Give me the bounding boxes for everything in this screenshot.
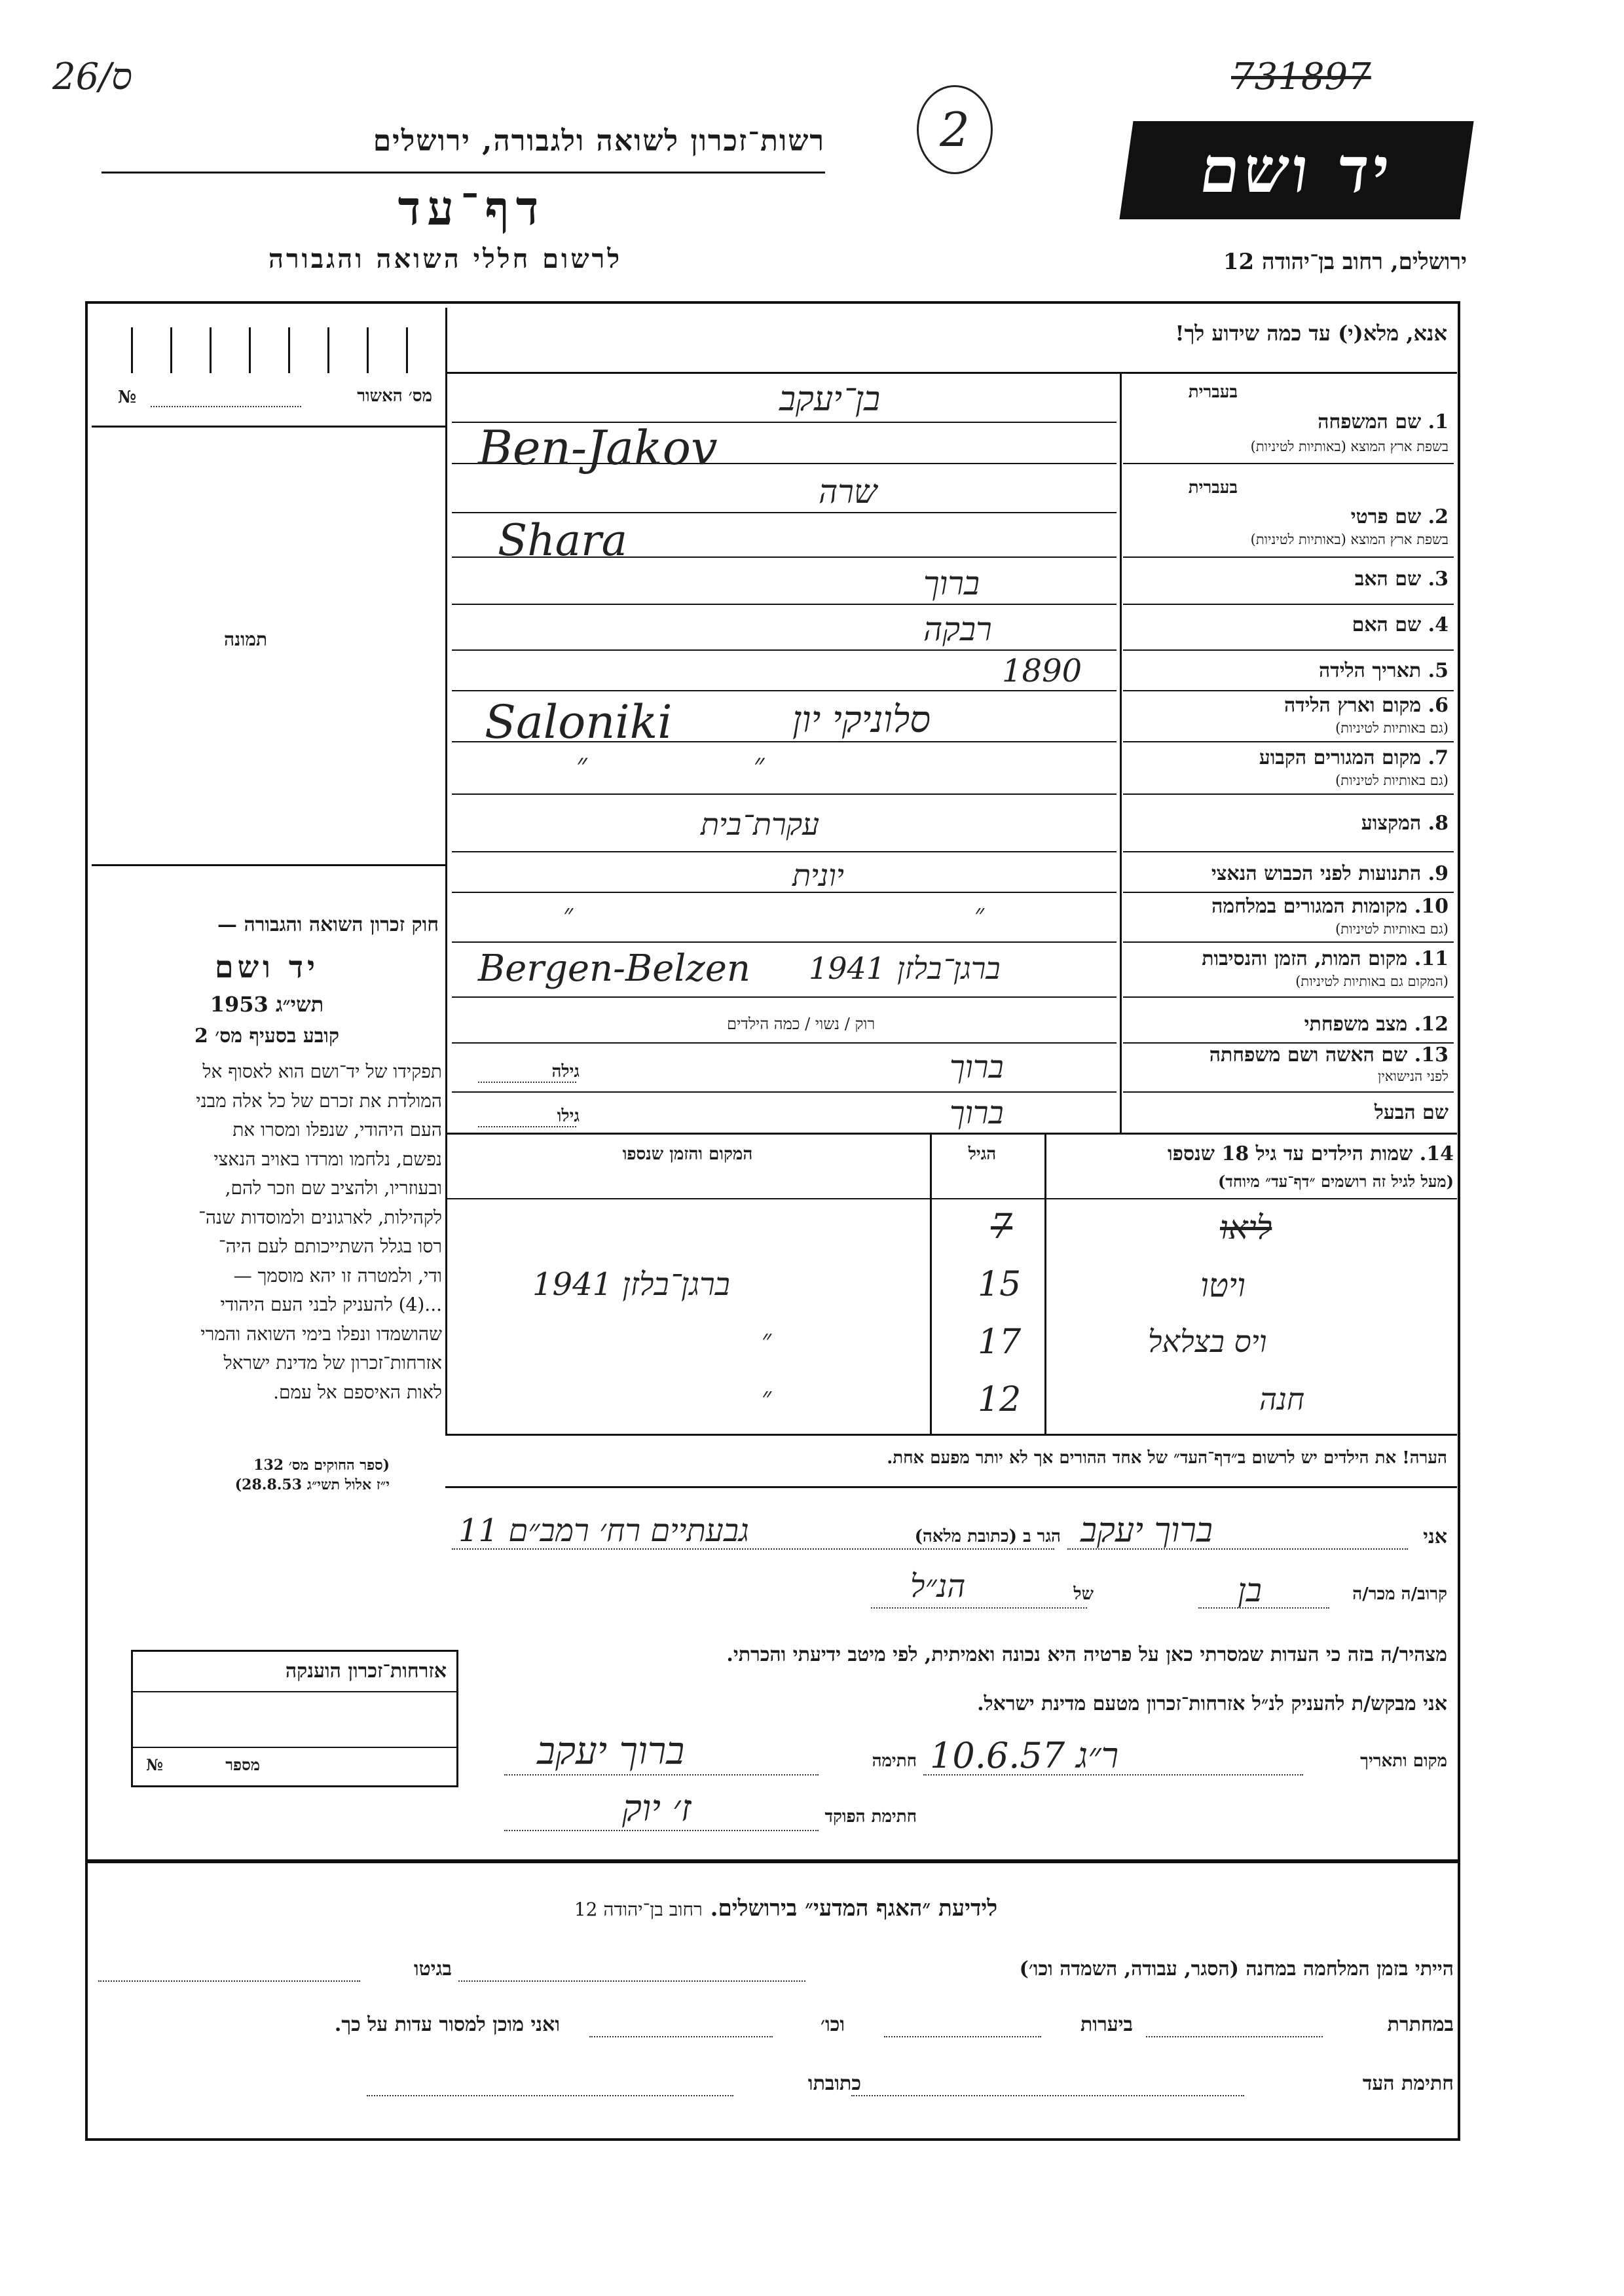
- death-place-hebrew[interactable]: ברגן־בלזן: [897, 951, 1001, 986]
- field-11-text: מקום המות, הזמן והנסיבות: [1202, 947, 1408, 970]
- officer-label: חתימת הפוקד: [824, 1807, 917, 1827]
- wife-age-field[interactable]: [478, 1082, 576, 1083]
- number-symbol: №: [146, 1755, 164, 1774]
- law-body-line: שהושמדו ונפלו בימי השואה והמרי: [200, 1322, 442, 1345]
- signature-label: חתימה: [872, 1751, 917, 1771]
- footer-line-1b: בגיטו: [413, 1958, 452, 1980]
- top-band-bottom: [445, 372, 1457, 374]
- wife-age-label: גילה: [551, 1062, 580, 1082]
- field-4-num: 4.: [1428, 613, 1449, 636]
- photo-label: תמונה: [223, 629, 268, 650]
- photo-box-bottom: [92, 864, 445, 866]
- table-row: [447, 1199, 1456, 1257]
- law-line-4: קובע בסעיף מס׳ 2: [194, 1025, 340, 1048]
- number-label: מספר: [225, 1755, 260, 1774]
- tick-strip: [92, 308, 445, 380]
- record-number: 731897: [1231, 56, 1371, 98]
- logo-text: יד ושם: [1195, 133, 1398, 207]
- field-12-text: מצב משפחתי: [1304, 1013, 1408, 1036]
- table-row: [447, 1315, 1456, 1372]
- field-8-label: [1361, 812, 1449, 835]
- footer-line-3a: חתימת העד: [1362, 2072, 1454, 2095]
- form-title: דף־עד: [397, 180, 545, 236]
- law-line-1: חוק זכרון השואה והגבורה —: [217, 913, 439, 936]
- birth-date[interactable]: 1890: [1002, 653, 1082, 689]
- birth-place-latin[interactable]: Saloniki: [485, 695, 673, 749]
- law-body-line: תפקידו של יד־ושם הוא לאסוף אל: [202, 1061, 442, 1082]
- relative-field[interactable]: [1198, 1607, 1329, 1609]
- field-2-label: [1351, 505, 1449, 528]
- of-value[interactable]: הנ״ל: [910, 1568, 966, 1605]
- footer-line-2c: וכו׳: [821, 2013, 845, 2036]
- profession[interactable]: עקרת־בית: [701, 807, 820, 842]
- declarant-name[interactable]: ברוך יעקב: [1080, 1511, 1213, 1550]
- law-ref-2: י״ז אלול תשי״ג 28.8.53): [234, 1476, 390, 1493]
- declarant-address[interactable]: גבעתיים רח׳ רמב״ם 11: [458, 1512, 749, 1549]
- declaration-i-label: אני: [1423, 1525, 1447, 1548]
- law-body-line: לקהילות, לארגונים ולמוסדות שנה־: [198, 1206, 442, 1228]
- declaration-request: אני מבקש/ת להעניק לנ״ל אזרחות־זכרון מטעם מדינת ישראל.: [977, 1692, 1447, 1715]
- field-6-text: מקום וארץ הלידה: [1283, 694, 1422, 717]
- footer-underground-field[interactable]: [1146, 2036, 1323, 2037]
- field-2-sub: בשפת ארץ המוצא (באותיות לטיניות): [1250, 532, 1449, 547]
- field-3-label: [1355, 568, 1449, 591]
- first-name-latin[interactable]: Shara: [498, 515, 627, 566]
- field-11-sub: (המקום גם באותיות לטיניות): [1295, 974, 1449, 989]
- instruction: אנא, מלא(י) עד כמה שידוע לך!: [1175, 321, 1447, 346]
- field-6-num: 6.: [1428, 694, 1449, 717]
- child-name[interactable]: ויס בצלאל: [1148, 1324, 1267, 1359]
- children-top: [445, 1133, 1457, 1135]
- law-ref-1: (ספר החוקים מס׳ 132: [253, 1457, 390, 1474]
- child-name[interactable]: ליאו: [1220, 1209, 1272, 1247]
- footer-line-2a: במחתרת: [1387, 2013, 1454, 2036]
- children-col-place: המקום והזמן שנספו: [622, 1144, 753, 1164]
- field-11-num: 11.: [1414, 947, 1449, 970]
- death-year[interactable]: 1941: [809, 951, 886, 986]
- footer-title-text: לידיעת ״האגף המדעי״ בירושלים.: [710, 1895, 998, 1922]
- signature-value[interactable]: ברוך יעקב: [537, 1728, 685, 1773]
- children-bottom: [445, 1434, 1457, 1436]
- child-place[interactable]: ״: [762, 1324, 772, 1355]
- circled-number-text: 2: [940, 102, 970, 157]
- approval-label: מס׳ האשור: [357, 386, 432, 406]
- signature-field[interactable]: [504, 1774, 819, 1776]
- field-3-num: 3.: [1428, 568, 1449, 591]
- address: ירושלים, רחוב בן־יהודה 12: [1223, 249, 1467, 275]
- husband-name[interactable]: ברוך: [950, 1095, 1004, 1131]
- fields-label-divider: [1120, 373, 1122, 1133]
- footer-address-field[interactable]: [367, 2095, 733, 2096]
- children-col-age: הגיל: [968, 1144, 997, 1164]
- note-bottom: [445, 1486, 1457, 1488]
- field-1-label: [1318, 410, 1449, 433]
- footer-ghetto-field[interactable]: [98, 1980, 360, 1982]
- footer-line-3b: כתובתו: [807, 2072, 861, 2095]
- circled-number: [917, 85, 993, 174]
- law-body-line: לאות האיספם אל עמם.: [273, 1381, 442, 1403]
- field-1-num: 1.: [1428, 410, 1449, 433]
- field-12-num: 12.: [1414, 1013, 1449, 1036]
- husband-age-label: גילו: [557, 1106, 580, 1126]
- field-10-text: מקומות המגורים במלחמה: [1211, 895, 1408, 918]
- field-13-text: שם האשה ושם משפחתה: [1209, 1044, 1408, 1066]
- child-age[interactable]: 12: [978, 1380, 1022, 1419]
- authority-name: רשות־זכרון לשואה ולגבורה, ירושלים: [373, 124, 825, 158]
- declaration-statement: מצהיר/ה בזה כי העדות שמסרתי כאן על פרטיה היא נכונה ואמיתית, לפי מיטב ידיעתי והכרתי.: [726, 1643, 1447, 1666]
- law-line-3: תשי״ג 1953: [210, 992, 324, 1017]
- field-10-sub: (גם באותיות לטיניות): [1335, 921, 1449, 937]
- place-date-value[interactable]: ר״ג 10.6.57: [930, 1735, 1119, 1776]
- child-name[interactable]: ויטו: [1200, 1266, 1246, 1304]
- citizenship-title: אזרחות־זכרון הוענקה: [285, 1660, 447, 1683]
- field-1-text: שם המשפחה: [1318, 410, 1422, 433]
- field-11-label: [1202, 947, 1449, 970]
- field-labels: [1123, 374, 1454, 1134]
- child-place[interactable]: ברגן־בלזן 1941: [532, 1266, 730, 1303]
- field-2-text: שם פרטי: [1350, 505, 1422, 528]
- law-body-line: אזרחות־זכרון של מדינת ישראל: [223, 1352, 442, 1374]
- field-6-sub: (גם באותיות לטיניות): [1335, 720, 1449, 736]
- footer-line-2d: ואני מוכן למסור עדות על כך.: [334, 2013, 560, 2036]
- husband-age-field[interactable]: [478, 1126, 576, 1127]
- hebrew-tag-1: בעברית: [1188, 382, 1238, 402]
- hebrew-tag-2: בעברית: [1188, 478, 1238, 498]
- child-place[interactable]: ״: [762, 1382, 772, 1412]
- field-3-text: שם האב: [1354, 568, 1422, 591]
- child-age[interactable]: 17: [978, 1322, 1022, 1362]
- of-label: של: [1073, 1584, 1094, 1604]
- of-field[interactable]: [871, 1607, 1087, 1609]
- field-5-label: [1319, 659, 1449, 682]
- field-2-num: 2.: [1428, 505, 1449, 528]
- officer-field[interactable]: [504, 1830, 819, 1831]
- field-13-sub: לפני הנישואין: [1378, 1068, 1449, 1084]
- field-7-sub: (גם באותיות לטיניות): [1335, 773, 1449, 788]
- approval-no-symbol: №: [118, 388, 137, 407]
- field-5-num: 5.: [1428, 659, 1449, 682]
- field-9-text: התנועות לפני הכבוש הנאצי: [1211, 862, 1422, 885]
- table-row: [447, 1257, 1456, 1315]
- field-9-label: [1211, 862, 1449, 885]
- law-body-line: נפשם, נלחמו ומרדו באויב הנאצי: [213, 1148, 442, 1170]
- footer-forest-field[interactable]: [884, 2036, 1041, 2037]
- law-body-line: המולדת את זכרם של כל אלה מבני: [196, 1089, 442, 1112]
- children-title: 14. שמות הילדים עד גיל 18 שנספו: [1167, 1142, 1454, 1165]
- field-7-label: [1259, 746, 1449, 769]
- footer-witness-sig-field[interactable]: [851, 2095, 1244, 2096]
- mother-name[interactable]: רבקה: [923, 610, 992, 648]
- relative-value[interactable]: בן: [1238, 1571, 1262, 1609]
- approval-underline: [92, 426, 445, 428]
- footer-title-address: רחוב בן־יהודה 12: [574, 1899, 703, 1920]
- wife-maiden-name[interactable]: ברוך: [950, 1049, 1004, 1085]
- field-7-num: 7.: [1428, 746, 1449, 769]
- field-10-label: [1211, 895, 1449, 918]
- law-body-line: ודי, ולמטרה זו יהא מוסמך —: [233, 1264, 442, 1286]
- field-8-num: 8.: [1428, 812, 1449, 835]
- field-9-num: 9.: [1428, 862, 1449, 885]
- authority-underline: [101, 172, 825, 173]
- law-body-line: רסו בגלל השתייכותם לעם היה־: [218, 1235, 442, 1257]
- child-name[interactable]: חנה: [1259, 1381, 1305, 1417]
- field-10-num: 10.: [1414, 895, 1449, 918]
- war-residence[interactable]: ״ ״: [563, 899, 985, 929]
- surname-hebrew[interactable]: בן־יעקב: [779, 380, 881, 419]
- form-subtitle: לרשום חללי השואה והגבורה: [268, 244, 623, 274]
- children-note: הערה! את הילדים יש לרשום ב״דף־העד״ של אחד ההורים אך לא יותר מפעם אחת.: [887, 1448, 1447, 1468]
- marital-printed: רוק / נשוי / כמה הילדים: [727, 1015, 876, 1033]
- footer-etc-field[interactable]: [589, 2036, 773, 2037]
- surname-latin[interactable]: Ben-Jakov: [478, 420, 718, 475]
- field-7-text: מקום המגורים הקבוע: [1259, 746, 1422, 769]
- declaration: [85, 1493, 1460, 1859]
- footer-line-1a: הייתי בזמן המלחמה במחנה (הסגר, עבודה, השמדה וכו׳): [1019, 1958, 1454, 1980]
- children-rows: [447, 1199, 1456, 1434]
- footer-camp-field[interactable]: [458, 1980, 805, 1982]
- law-line-2: יד ושם: [214, 949, 320, 985]
- field-4-label: [1352, 613, 1449, 636]
- place-date-label: מקום ותאריך: [1360, 1751, 1447, 1771]
- law-body: [92, 1057, 442, 1407]
- field-6-label: [1284, 694, 1449, 717]
- field-13-num: 13.: [1414, 1044, 1449, 1066]
- field-13-label: [1209, 1044, 1449, 1066]
- footer-title: [393, 1895, 1179, 1922]
- archive-number: 26/ס: [52, 56, 132, 98]
- field-8-text: המקצוע: [1361, 812, 1422, 835]
- father-name[interactable]: ברוך: [923, 564, 980, 602]
- field-5-text: תאריך הלידה: [1319, 659, 1422, 682]
- field-12-label: [1304, 1013, 1449, 1036]
- field-1-sub: בשפת ארץ המוצא (באותיות לטיניות): [1250, 439, 1449, 454]
- citizenship-box: [131, 1650, 458, 1787]
- law-body-line: העם היהודי, שנפלו ומסרו את: [232, 1119, 442, 1140]
- children-subtitle: (מעל לגיל זה רושמים ״דף־עד״ מיוחד): [1217, 1172, 1454, 1191]
- officer-signature[interactable]: ז׳ יוק: [622, 1787, 692, 1830]
- movements[interactable]: יונית: [792, 858, 844, 893]
- yad-vashem-logo: [1119, 121, 1473, 219]
- approval-field[interactable]: [151, 406, 301, 407]
- law-body-line: ובעוזריו, ולהציב שם וזכר להם,: [225, 1177, 442, 1199]
- death-place-latin[interactable]: Bergen-Belzen: [478, 947, 750, 990]
- field-values: [452, 374, 1116, 1134]
- law-body-line: ...(4) להעניק לבני העם היהודי: [220, 1294, 442, 1315]
- child-age[interactable]: 7: [991, 1207, 1013, 1247]
- footer-line-2b: ביערות: [1080, 2013, 1133, 2036]
- husband-label: שם הבעל: [1374, 1101, 1449, 1124]
- child-age[interactable]: 15: [978, 1265, 1022, 1304]
- relative-label: קרוב/ה מכר/ה: [1352, 1584, 1447, 1604]
- table-row: [447, 1372, 1456, 1430]
- residence[interactable]: ״ ״: [576, 748, 765, 781]
- field-4-text: שם האם: [1352, 613, 1422, 636]
- birth-place-hebrew[interactable]: סלוניקי יון: [792, 699, 931, 741]
- resides-label: הגר ב (כתובת מלאה): [914, 1527, 1061, 1546]
- first-name-hebrew[interactable]: שרה: [819, 473, 877, 511]
- footer-divider: [85, 1859, 1460, 1863]
